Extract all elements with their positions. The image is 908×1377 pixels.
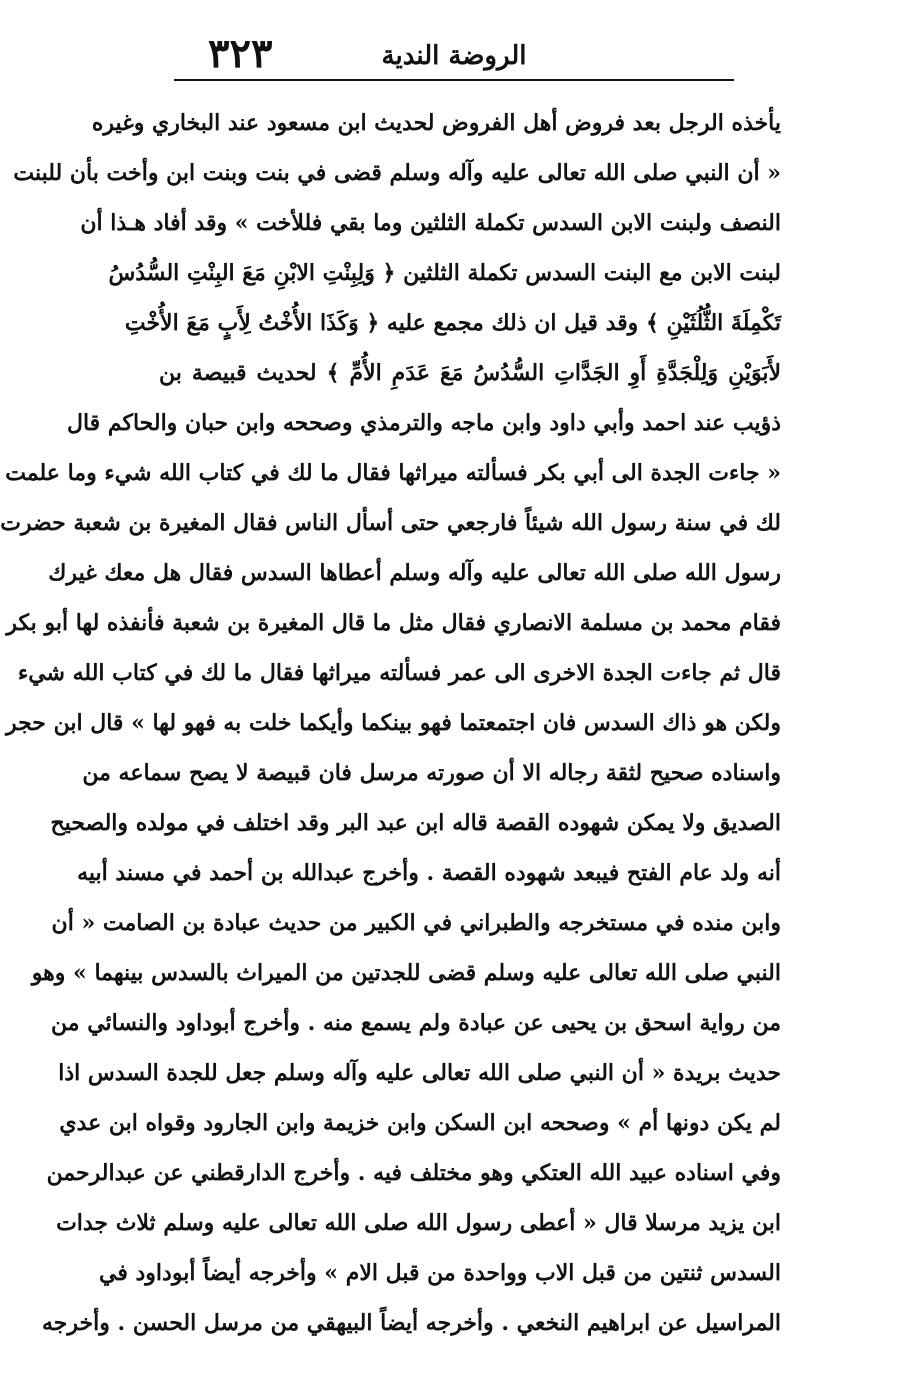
text-line: لبنت الابن مع البنت السدس تكملة الثلثين ﴿ وَلِبِنْتِ الابْنِ مَعَ البِنْتِ السُّدُسُ xyxy=(108,260,781,286)
text-line: لم يكن دونها أم » وصححه ابن السكن وابن خزيمة وابن الجارود وقواه ابن عدي xyxy=(59,1110,781,1136)
text-line: ولكن هو ذاك السدس فان اجتمعتما فهو بينكما وأيكما خلت به فهو لها » قال ابن حجر xyxy=(5,710,781,736)
text-line: « جاءت الجدة الى أبي بكر فسألته ميراثها فقال ما لك في كتاب الله شيء وما علمت xyxy=(5,460,781,486)
header-rule xyxy=(174,79,734,81)
body-text xyxy=(0,98,781,1348)
page-header xyxy=(174,30,734,80)
running-title: الروضة الندية xyxy=(381,41,527,71)
text-line: رسول الله صلى الله تعالى عليه وآله وسلم أعطاها السدس فقال هل معك غيرك xyxy=(48,560,781,586)
text-line: لك في سنة رسول الله شيئاً فارجعي حتى أسأل الناس فقال المغيرة بن شعبة حضرت xyxy=(0,510,781,536)
text-line: قال ثم جاءت الجدة الاخرى الى عمر فسألته ميراثها فقال ما لك في كتاب الله شيء xyxy=(17,660,781,686)
text-line: من رواية اسحق بن يحيى عن عبادة ولم يسمع منه . وأخرج أبوداود والنسائي من xyxy=(51,1010,781,1036)
text-line: يأخذه الرجل بعد فروض أهل الفروض لحديث ابن مسعود عند البخاري وغيره xyxy=(91,110,781,136)
text-line: تَكْمِلَةَ الثُّلُثَيْنِ ﴾ وقد قيل ان ذلك مجمع عليه ﴿ وَكَذَا الأُخْتُ لِأَبٍ مَعَ الأُخْتِ xyxy=(124,310,781,336)
text-line: وفي اسناده عبيد الله العتكي وهو مختلف فيه . وأخرج الدارقطني عن عبدالرحمن xyxy=(46,1160,781,1186)
text-line: النصف ولبنت الابن السدس تكملة الثلثين وما بقي فللأخت » وقد أفاد هـذا أن xyxy=(80,210,781,236)
text-line: الصديق ولا يمكن شهوده القصة قاله ابن عبد البر وقد اختلف في مولده والصحيح xyxy=(50,810,781,836)
text-line: ابن يزيد مرسلا قال « أعطى رسول الله صلى الله تعالى عليه وسلم ثلاث جدات xyxy=(56,1210,781,1236)
text-line: حديث بريدة « أن النبي صلى الله تعالى عليه وآله وسلم جعل للجدة السدس اذا xyxy=(58,1060,781,1086)
text-line: ذؤيب عند احمد وأبي داود وابن ماجه والترمذي وصححه وابن حبان والحاكم قال xyxy=(66,410,781,436)
text-line: واسناده صحيح لثقة رجاله الا أن صورته مرسل فان قبيصة لا يصح سماعه من xyxy=(82,760,781,786)
text-line: فقام محمد بن مسلمة الانصاري فقال مثل ما قال المغيرة بن شعبة فأنفذه لها أبو بكر xyxy=(6,610,781,636)
text-line: أنه ولد عام الفتح فيبعد شهوده القصة . وأخرج عبدالله بن أحمد في مسند أبيه xyxy=(77,860,781,886)
text-line: « أن النبي صلى الله تعالى عليه وآله وسلم قضى في بنت وبنت ابن وأخت بأن للبنت xyxy=(13,160,781,186)
text-line: السدس ثنتين من قبل الاب وواحدة من قبل الام » وأخرجه أيضاً أبوداود في xyxy=(99,1260,781,1286)
text-line: وابن منده في مستخرجه والطبراني في الكبير من حديث عبادة بن الصامت « أن xyxy=(51,910,781,936)
text-line: المراسيل عن ابراهيم النخعي . وأخرجه أيضاً البيهقي من مرسل الحسن . وأخرجه xyxy=(42,1310,781,1336)
text-line: لأَبَوَيْنِ وَلِلْجَدَّةِ أَوِ الجَدَّاتِ السُّدُسُ مَعَ عَدَمِ الأُمِّ ﴾ لحديث قبيصة بن xyxy=(159,360,781,386)
text-line: النبي صلى الله تعالى عليه وسلم قضى للجدتين من الميراث بالسدس بينهما » وهو xyxy=(31,960,781,986)
page-number: ٣٢٣ xyxy=(208,30,273,77)
